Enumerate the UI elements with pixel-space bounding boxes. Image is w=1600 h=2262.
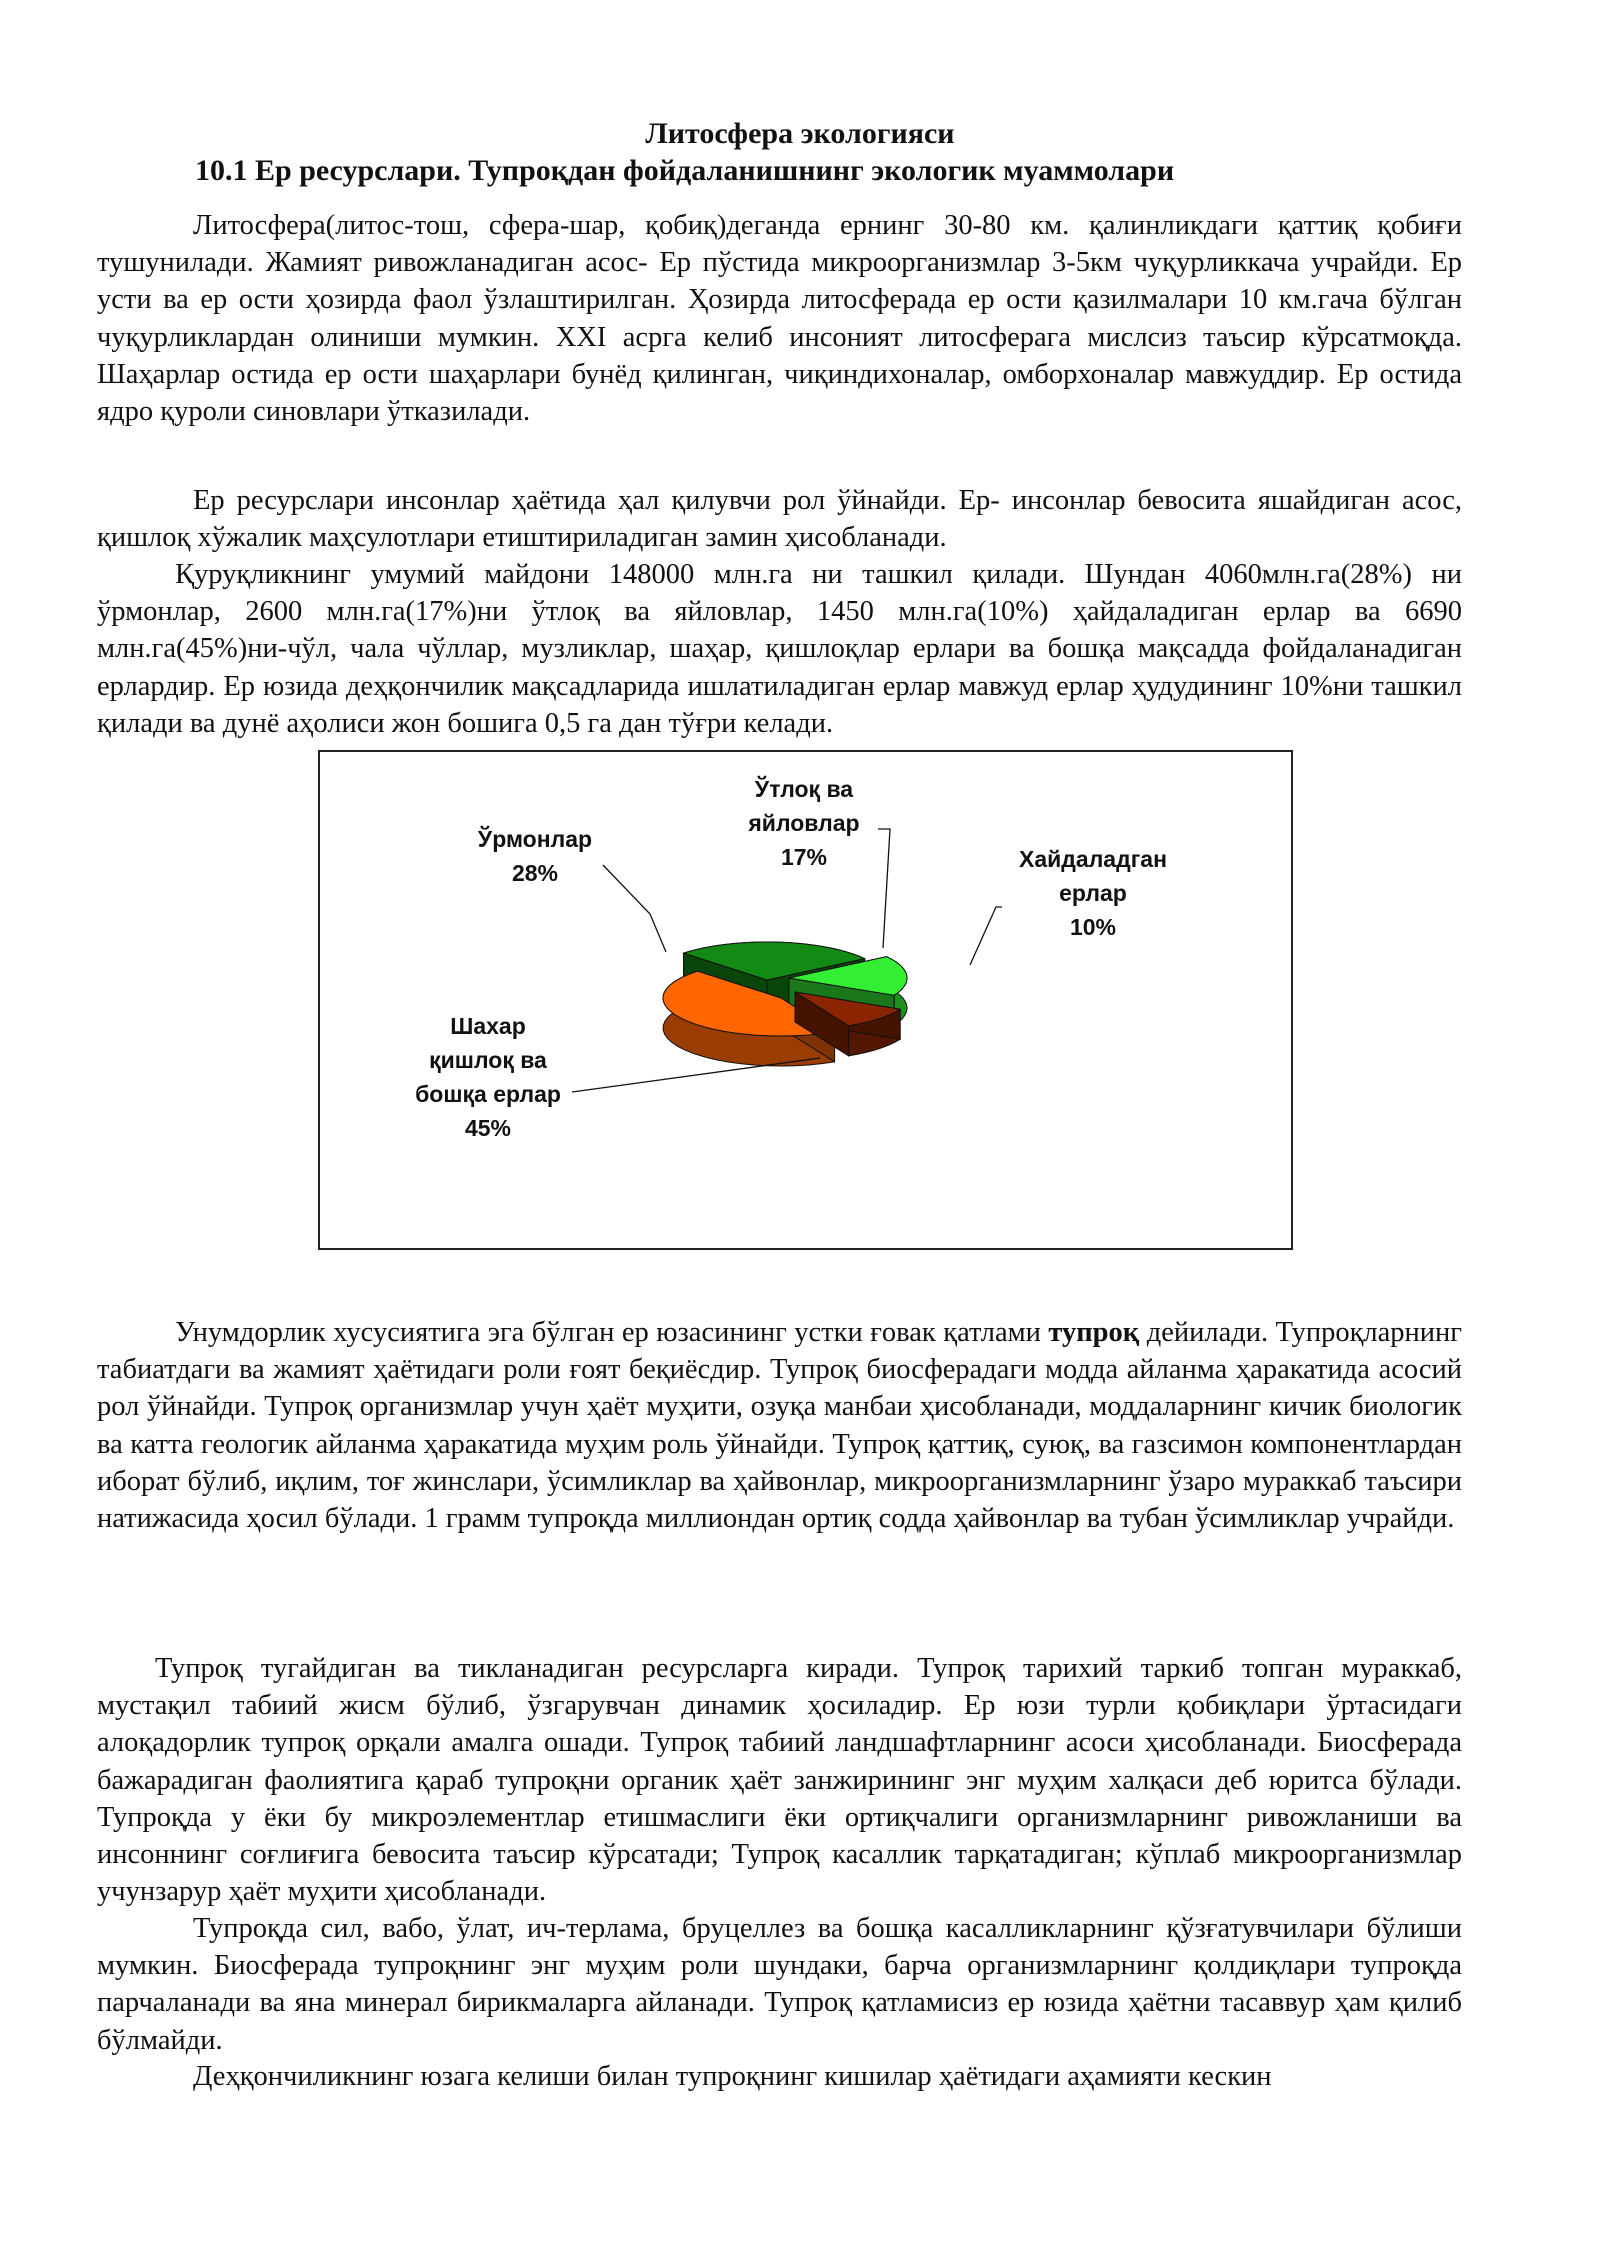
- pie-chart-svg: [320, 752, 1291, 1248]
- slice-label-3: Хайдаладган: [1019, 846, 1167, 872]
- paragraph-soil-definition: [97, 1314, 1462, 1537]
- slice-label-4: Шахар: [450, 1013, 526, 1039]
- leader-line-3: [970, 907, 1002, 965]
- paragraph-agriculture: Деҳқончиликнинг юзага келиши билан тупроқнинг кишилар ҳаётидаги аҳамияти кескин: [193, 2061, 1272, 2092]
- slice-label-2: яйловлар: [748, 810, 860, 836]
- slice-label-4: 45%: [464, 1115, 512, 1141]
- slice-label-3: 10%: [1069, 914, 1117, 940]
- paragraph-land-resources: Ер ресурслари инсонлар ҳаётида ҳал қилувчи рол ўйнайди. Ер- инсонлар бевосита яшайдиган асос, қишлоқ хўжалик маҳсулотлари етиштириладиган замин ҳисобланади.: [97, 485, 1462, 554]
- section-heading: 10.1 Ер ресурслари. Тупроқдан фойдаланишнинг экологик муаммолари: [195, 154, 1175, 187]
- paragraph-lithosphere: Литосфера(литос-тош, сфера-шар, қобиқ)деганда ернинг 30-80 км. қалинликдаги қаттиқ қобиғи тушунилади. Жамият ривожланадиган асос- Ер пўстида микроорганизмлар 3-5км чуқурликкача учрайди. Ер усти ва ер ости ҳозирда фаол ўзлаштирилган. Ҳозирда литосферада ер ости қазилмалари 10 км.гача бўлган чуқурликлардан олиниши мумкин. XXI асрга келиб инсоният литосферага мислсиз таъсир кўрсатмоқда. Шаҳарлар остида ер ости шаҳарлари бунёд қилинган, чиқиндихоналар, омборхоналар мавжуддир. Ер остида ядро қуроли синовлари ўтказилади.: [97, 210, 1462, 428]
- land-use-pie-chart: [318, 750, 1293, 1250]
- slice-label-2: Ўтлоқ ва: [754, 776, 854, 802]
- paragraph-soil-resource: Тупроқ тугайдиган ва тикланадиган ресурсларга киради. Тупроқ тарихий таркиб топган мураккаб, мустақил табиий жисм бўлиб, ўзгарувчан динамик ҳосиладир. Ер юзи турли қобиқлари ўртасидаги алоқадорлик тупроқ орқали амалга ошади. Тупроқ табиий ландшафтларнинг асоси ҳисобланади. Биосферада бажарадиган фаолиятига қараб тупроқни органик ҳаёт занжирининг энг муҳим халқаси деб юритса бўлади. Тупроқда у ёки бу микроэлементлар етишмаслиги ёки ортиқчалиги организмларнинг ривожланиши ва инсоннинг соғлиғига бевосита таъсир кўрсатади; Тупроқ касаллик тарқатадиган; кўплаб микроорганизмлар учунзарур ҳаёт муҳити ҳисобланади.: [97, 1653, 1462, 1908]
- slice-label-4: бошқа ерлар: [415, 1081, 561, 1107]
- leader-line-2: [878, 829, 890, 948]
- paragraph-soil-diseases: Тупроқда сил, вабо, ўлат, ич-терлама, бруцеллез ва бошқа касалликларнинг қўзғатувчилари бўлиши мумкин. Биосферада тупроқнинг энг муҳим роли шундаки, барча организмларнинг қолдиқлари тупроқда парчаланади ва яна минерал бирикмаларга айланади. Тупроқ қатламисиз ер юзида ҳаётни тасаввур ҳам қилиб бўлмайди.: [97, 1913, 1462, 2056]
- leader-line-4: [572, 1058, 820, 1092]
- slice-label-1: Ўрмонлар: [477, 826, 593, 852]
- leader-line-1: [603, 865, 666, 952]
- soil-text-rest: дейилади. Тупроқларнинг табиатдаги ва жамият ҳаётидаги роли ғоят беқиёсдир. Тупроқ биосферадаги модда айланма ҳаракатида асосий рол ўйнайди. Тупроқ организмлар учун ҳаёт муҳити, озуқа манбаи ҳисобланади, моддаларнинг кичик биологик ва катта геологик айланма ҳаракатида муҳим роль ўйнайди. Тупроқ қаттиқ, суюқ, ва газсимон компонентлардан иборат бўлиб, иқлим, тоғ жинслари, ўсимликлар ва ҳайвонлар, микроорганизмларнинг ўзаро мураккаб таъсири натижасида ҳосил бўлади. 1 грамм тупроқда миллиондан ортиқ содда ҳайвонлар ва тубан ўсимликлар учрайди.: [97, 1317, 1462, 1535]
- document-title: Литосфера экологияси: [645, 117, 955, 150]
- slice-label-3: ерлар: [1059, 880, 1127, 906]
- slice-label-1: 28%: [511, 860, 559, 886]
- slice-label-4: қишлоқ ва: [429, 1047, 547, 1073]
- soil-text-start: Унумдорлик хусусиятига эга бўлган ер юзасининг устки ғовак қатлами: [175, 1317, 1049, 1348]
- soil-term-bold: тупроқ: [1048, 1317, 1140, 1348]
- paragraph-land-area: Қуруқликнинг умумий майдони 148000 млн.га ни ташкил қилади. Шундан 4060млн.га(28%) ни ўрмонлар, 2600 млн.га(17%)ни ўтлоқ ва яйловлар, 1450 млн.га(10%) ҳайдаладиган ерлар ва 6690 млн.га(45%)ни-чўл, чала чўллар, музликлар, шаҳар, қишлоқлар ерлари ва бошқа мақсадда фойдаланадиган ерлардир. Ер юзида деҳқончилик мақсадларида ишлатиладиган ерлар мавжуд ерлар ҳудудининг 10%ни ташкил қилади ва дунё аҳолиси жон бошига 0,5 га дан тўғри келади.: [97, 559, 1462, 739]
- slice-label-2: 17%: [780, 844, 828, 870]
